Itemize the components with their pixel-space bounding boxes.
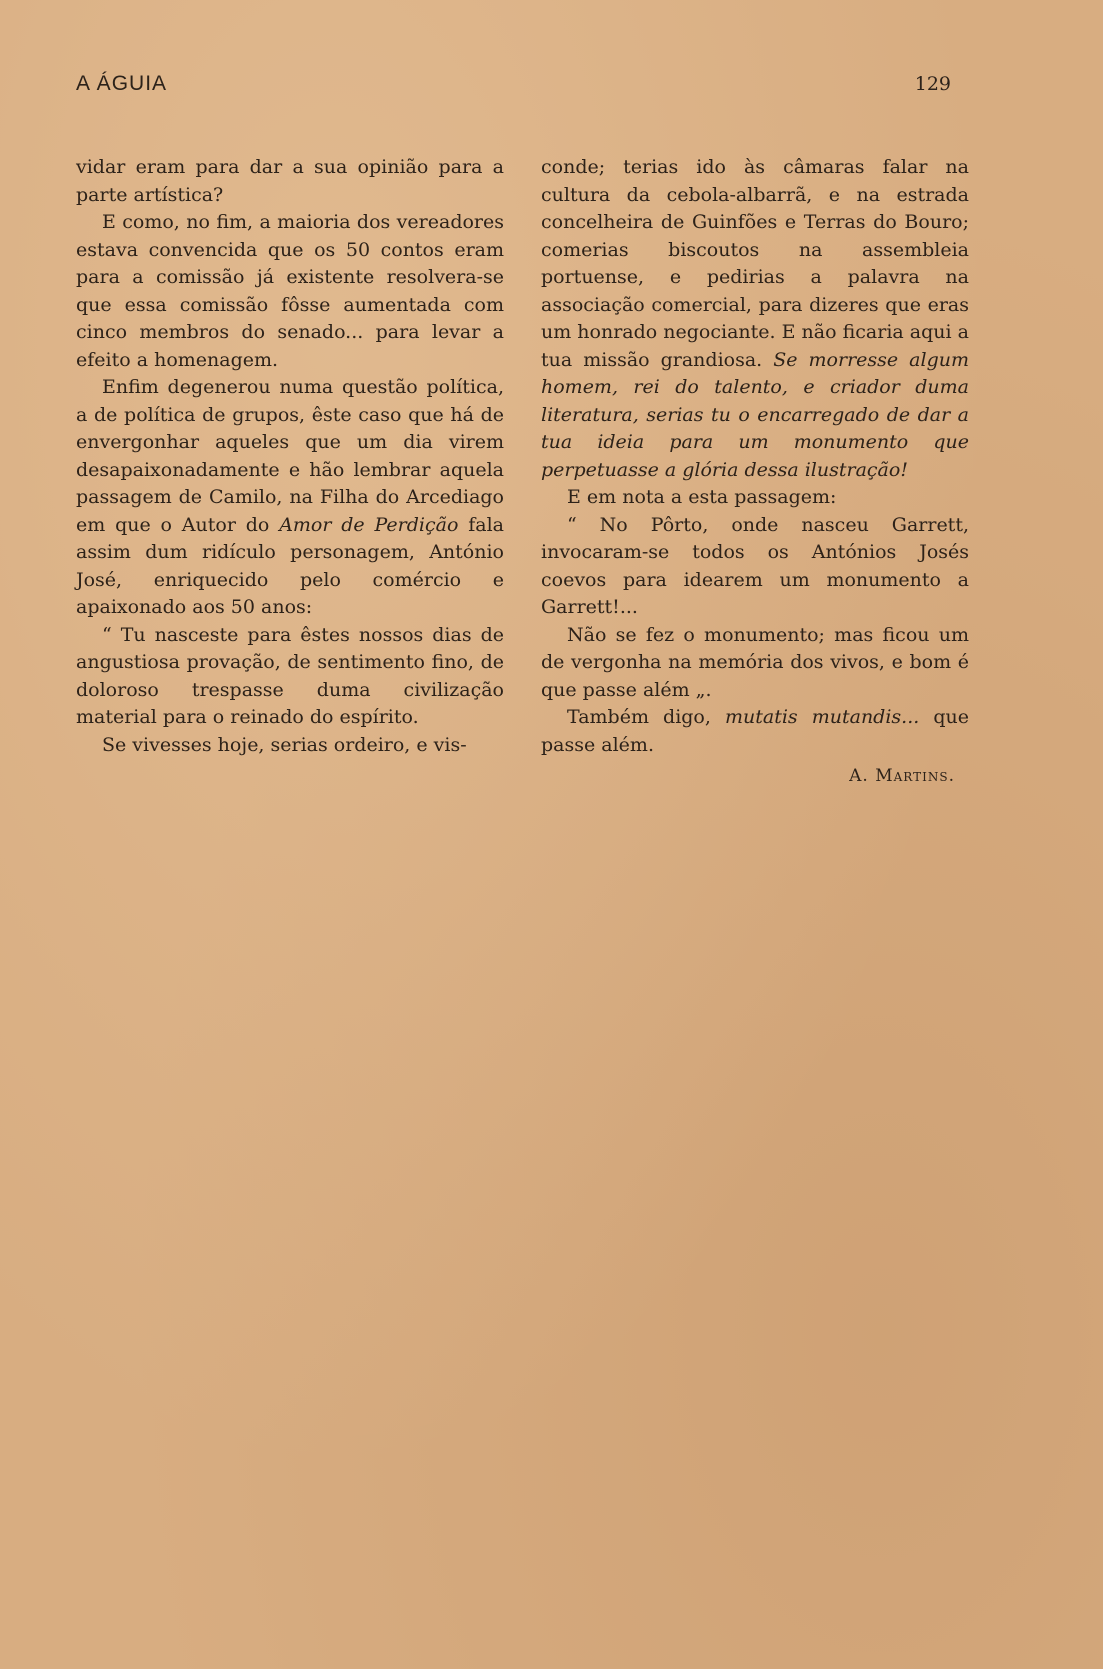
paragraph [541,704,969,759]
paragraph [76,374,504,622]
text-run: conde; terias ido às câmaras falar na cultura da cebola-albarrã, e na estrada concelheira de Guinfões e Terras do Bouro; comerias biscoutos na assembleia portuense, e pedirias a palavra na associação comercial, para dizeres que eras um honrado negociante. E não ficaria aqui a tua missão grandiosa. [541,156,969,371]
right-column [541,154,969,791]
italic-title: Amor de Perdição [279,513,459,536]
quote-paragraph: “ No Pôrto, onde nasceu Garrett, invocaram-se todos os Antónios Josés coevos para idearem um monumento a Garrett!... [541,513,969,618]
paragraph: Se vivesses hoje, serias ordeiro, e vis- [102,733,467,756]
text-run: que passe além. [541,706,970,756]
italic-phrase: mutatis mutandis... [724,706,920,728]
quote-paragraph: “ Tu nasceste para êstes nossos dias de angustiosa provação, de sentimento fino, de doloroso trespasse duma civilização material para o reinado do espírito. [76,623,504,728]
paragraph: vidar eram para dar a sua opinião para a parte artística? [76,156,504,206]
text-run: fala assim dum ridículo personagem, António José, enriquecido pelo comércio e apaixonado aos 50 anos: [76,513,504,618]
paragraph: Não se fez o monumento; mas ficou um de vergonha na memória dos vivos, e bom é que passe além „. [541,623,969,701]
paragraph [541,154,969,484]
running-head [76,72,951,96]
paragraph: E em nota a esta passagem: [567,486,837,508]
paragraph: E como, no fim, a maioria dos vereadores estava convencida que os 50 contos eram para a comissão já existente resolvera-se que essa comissão fôsse aumentada com cinco membros do senado... para levar a efeito a homenagem. [76,211,504,371]
text-run: Enfim degenerou numa questão política, a de política de grupos, êste caso que há de envergonhar aqueles que um dia virem desapaixonadamente e hão lembrar aquela passagem de Camilo, na Filha do Arcediago em que o Autor do [76,376,504,536]
author-signature: A. Martins. [849,766,955,786]
text-run: Também digo, [567,706,725,728]
page-number: 129 [914,73,951,95]
italic-passage: Se morresse algum homem, rei do talento, e criador duma literatura, serias tu o encarregado de dar a tua ideia para um monumento que perpetuasse a glória dessa ilustração! [541,348,969,481]
left-column [76,154,504,759]
journal-title: A ÁGUIA [76,72,168,95]
